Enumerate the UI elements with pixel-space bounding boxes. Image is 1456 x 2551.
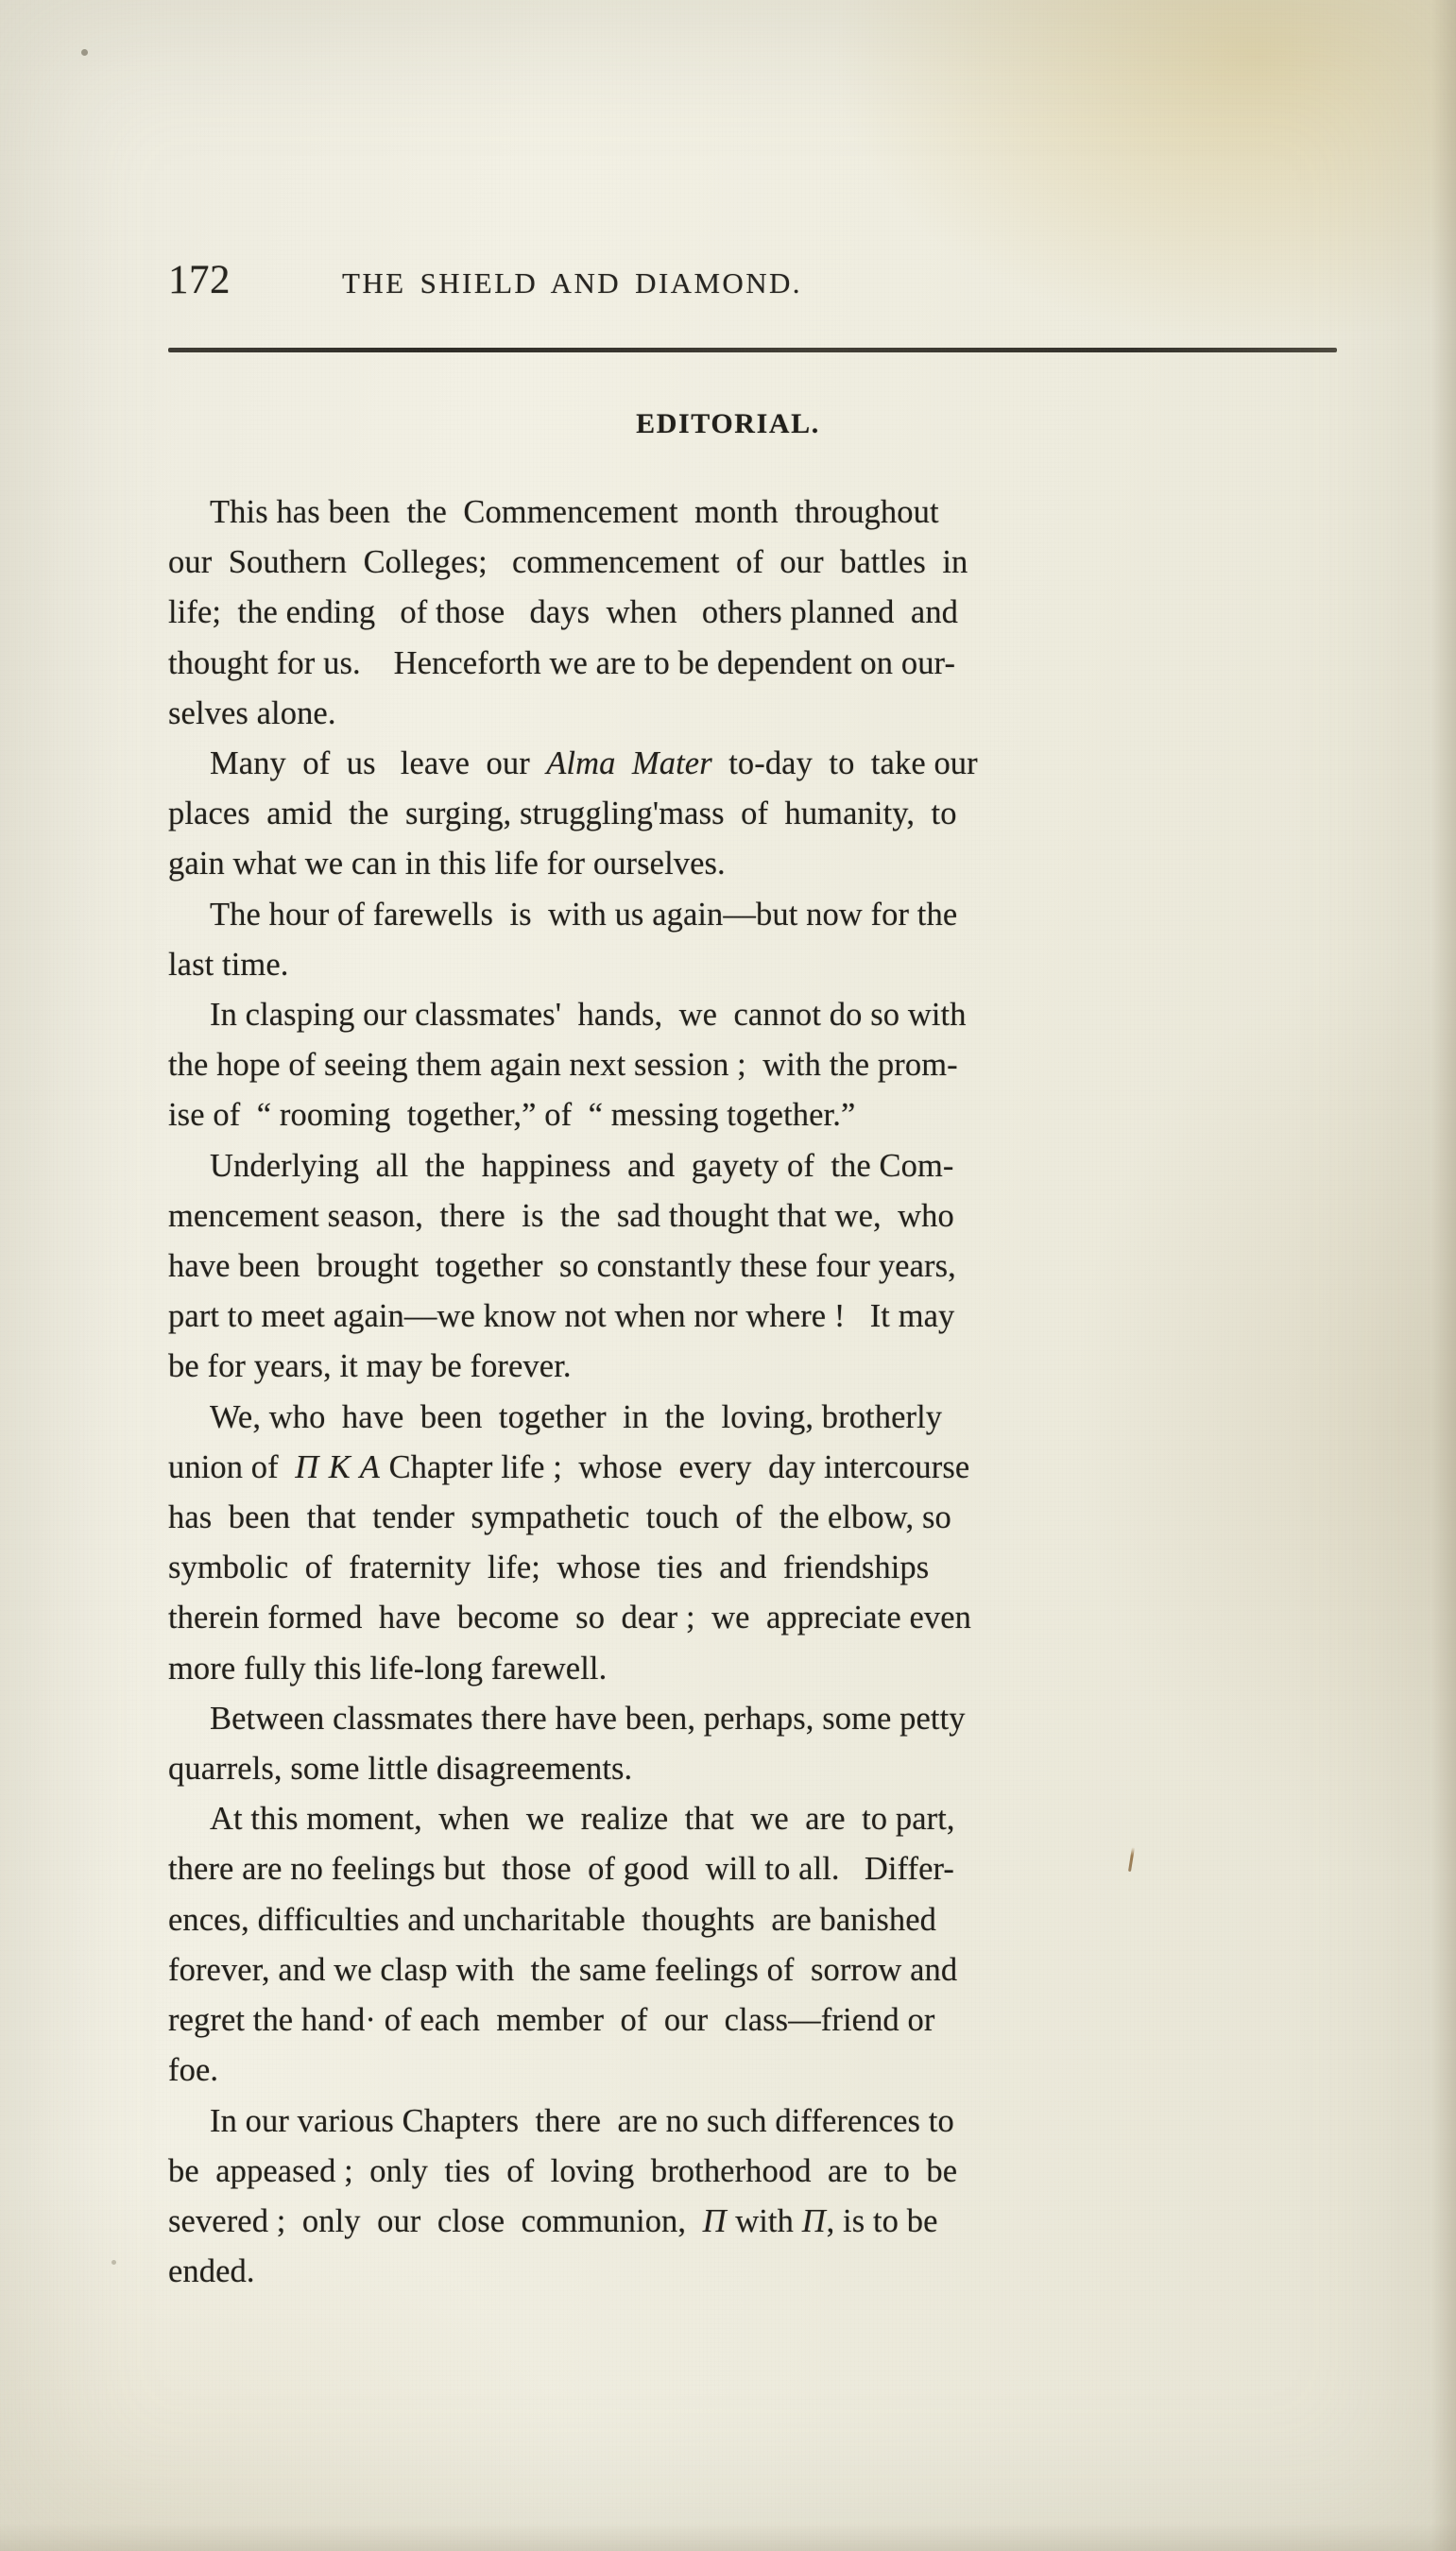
text-line: be for years, it may be forever. — [168, 1348, 572, 1385]
text-line: regret the hand· of each member of our class—friend or — [168, 2002, 935, 2039]
text-line: forever, and we clasp with the same feelings of sorrow and — [168, 1951, 958, 1988]
paragraph — [168, 488, 1345, 739]
text-run: , is to be — [826, 2202, 938, 2239]
text-line: has been that tender sympathetic touch of the elbow, so — [168, 1499, 951, 1536]
text-line: This has been the Commencement month throughout — [210, 494, 939, 530]
text-line: selves alone. — [168, 694, 336, 731]
text-line: symbolic of fraternity life; whose ties and friendships — [168, 1549, 930, 1586]
text-line: At this moment, when we realize that we are to part, — [210, 1801, 955, 1838]
text-run: to-day to take our — [711, 745, 978, 782]
text-line: be appeased ; only ties of loving brotherhood are to be — [168, 2152, 958, 2189]
text-line: our Southern Colleges; commencement of our battles in — [168, 544, 968, 581]
text-line: therein formed have become so dear ; we appreciate even — [168, 1600, 971, 1636]
section-heading: EDITORIAL. — [636, 408, 820, 439]
running-head — [168, 257, 1337, 303]
text-line: quarrels, some little disagreements. — [168, 1751, 633, 1788]
running-title: THE SHIELD AND DIAMOND. — [342, 266, 802, 300]
text-run: Chapter life ; whose every day intercourse — [380, 1448, 970, 1485]
paragraph — [168, 1794, 1345, 2096]
body-text — [168, 488, 1345, 2297]
greek-letters: Π Κ Α — [295, 1448, 381, 1485]
greek-letters: Π — [801, 2202, 827, 2239]
greek-letters: Π — [702, 2202, 728, 2239]
text-run: severed ; only our close communion, — [168, 2202, 703, 2239]
text-line: mencement season, there is the sad thought that we, who — [168, 1197, 954, 1234]
text-line: last time. — [168, 946, 289, 983]
paragraph — [168, 890, 1345, 990]
page-number: 172 — [168, 258, 231, 302]
text-line: ise of “ rooming together,” of “ messing together.” — [168, 1097, 856, 1134]
text-line: have been brought together so constantly these four years, — [168, 1248, 956, 1285]
text-line: part to meet again—we know not when nor where ! It may — [168, 1298, 955, 1335]
text-line — [168, 2197, 1345, 2247]
text-line: life; the ending of those days when others planned and — [168, 594, 959, 631]
paragraph — [168, 739, 1345, 890]
paragraph — [168, 1393, 1345, 1694]
text-run: with — [727, 2202, 802, 2239]
paragraph — [168, 1141, 1345, 1393]
text-line: We, who have been together in the loving, brotherly — [210, 1398, 943, 1435]
text-line: ended. — [168, 2253, 255, 2290]
paper-speck-top — [81, 49, 88, 56]
header-rule — [168, 348, 1337, 352]
italic-phrase: Alma Mater — [546, 745, 712, 782]
paragraph — [168, 2097, 1345, 2298]
text-line: foe. — [168, 2052, 219, 2089]
text-line: there are no feelings but those of good will to all. Differ- — [168, 1851, 954, 1888]
paragraph — [168, 1694, 1345, 1794]
text-line — [168, 1443, 1345, 1493]
text-run: Many of us leave our — [210, 745, 547, 782]
paragraph — [168, 990, 1345, 1141]
text-line: In clasping our classmates' hands, we cannot do so with — [210, 997, 967, 1034]
text-line: The hour of farewells is with us again—but now for the — [210, 896, 958, 933]
text-line: Between classmates there have been, perhaps, some petty — [210, 1700, 966, 1737]
text-line: ences, difficulties and uncharitable thoughts are banished — [168, 1901, 936, 1938]
text-line: the hope of seeing them again next session ; with the prom- — [168, 1047, 958, 1084]
paper-speck-bottom — [111, 2260, 116, 2265]
text-line: Underlying all the happiness and gayety of the Com- — [210, 1147, 954, 1184]
text-line: more fully this life-long farewell. — [168, 1650, 608, 1686]
text-line: places amid the surging, struggling'mass of humanity, to — [168, 796, 957, 832]
text-run: union of — [168, 1448, 296, 1485]
text-line: In our various Chapters there are no such differences to — [210, 2102, 954, 2139]
text-line — [168, 739, 1345, 789]
text-line: thought for us. Henceforth we are to be dependent on our- — [168, 644, 956, 681]
text-line: gain what we can in this life for ourselves. — [168, 846, 726, 882]
